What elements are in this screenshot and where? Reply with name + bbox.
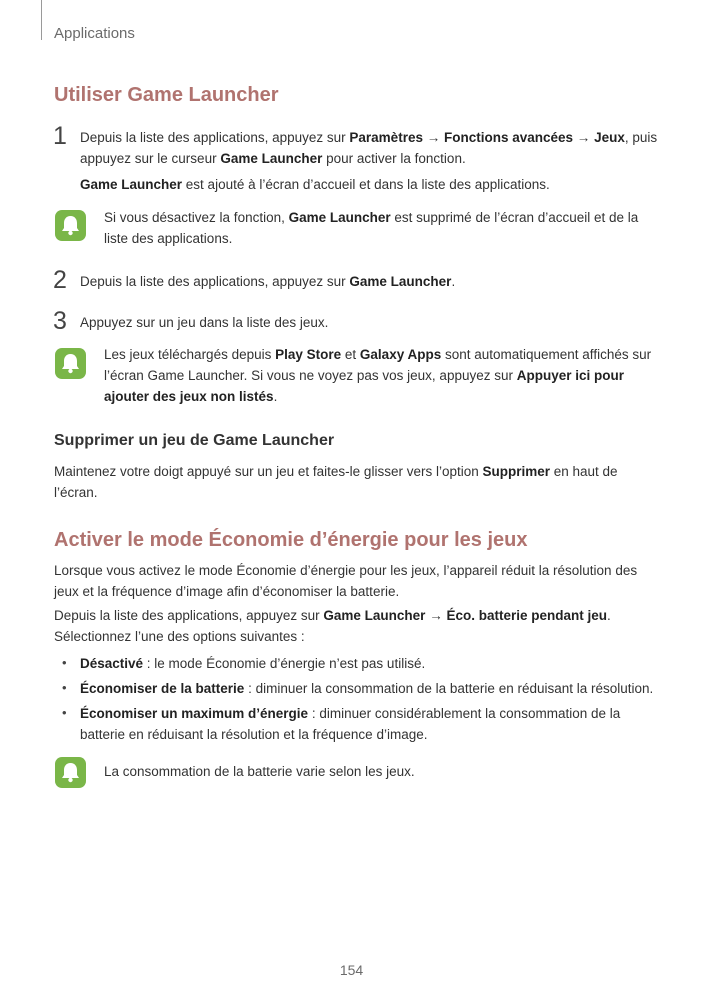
list-item: Désactivé : le mode Économie d’énergie n’est pas utilisé. [80, 656, 426, 671]
header-divider [41, 0, 42, 40]
step-2-text: Depuis la liste des applications, appuyez sur Game Launcher. [80, 274, 456, 289]
subsection-text: Maintenez votre doigt appuyé sur un jeu et faites-le glisser vers l’option Supprimer en haut de l’écran. [54, 464, 618, 500]
page-number: 154 [339, 962, 364, 978]
header-label: Applications [54, 25, 135, 42]
step-number-1: 1 [53, 122, 67, 150]
step-1-extra: Game Launcher est ajouté à l’écran d’accueil et dans la liste des applications. [80, 177, 550, 192]
note-bell-icon [55, 348, 86, 379]
section-2-intro: Lorsque vous activez le mode Économie d’énergie pour les jeux, l’appareil réduit la résolution des jeux et la fréquence d’image afin d’économiser la batterie. [54, 563, 638, 599]
note-1-text: Si vous désactivez la fonction, Game Launcher est supprimé de l’écran d’accueil et de la liste des applications. [104, 210, 639, 246]
note-bell-icon [55, 210, 86, 241]
section-2-path: Depuis la liste des applications, appuyez sur Game Launcher → Éco. batterie pendant jeu. Sélectionnez l’une des options suivantes : [54, 608, 611, 644]
list-item: Économiser de la batterie : diminuer la consommation de la batterie en réduisant la résolution. [80, 681, 654, 696]
step-3-text: Appuyez sur un jeu dans la liste des jeux. [80, 315, 329, 330]
step-number-3: 3 [53, 307, 67, 335]
bullet-dot: • [62, 705, 67, 720]
section-title-power-saving: Activer le mode Économie d’énergie pour les jeux [54, 529, 528, 551]
subsection-title-remove-game: Supprimer un jeu de Game Launcher [54, 432, 335, 449]
note-3-text: La consommation de la batterie varie selon les jeux. [104, 764, 415, 779]
section-title-game-launcher: Utiliser Game Launcher [54, 84, 279, 106]
note-bell-icon [55, 757, 86, 788]
bullet-dot: • [62, 655, 67, 670]
list-item: Économiser un maximum d’énergie : diminuer considérablement la consommation de la batterie en réduisant la résolution et la fréquence d’image. [80, 706, 621, 742]
step-number-2: 2 [53, 266, 67, 294]
note-2-text: Les jeux téléchargés depuis Play Store et Galaxy Apps sont automatiquement affichés sur l’écran Game Launcher. Si vous ne voyez pas vos jeux, appuyez sur Appuyer ici pour ajouter des jeux non listés. [104, 347, 652, 404]
step-1-text: Depuis la liste des applications, appuyez sur Paramètres → Fonctions avancées → Jeux, puis appuyez sur le curseur Game Launcher pour activer la fonction. [80, 130, 658, 166]
bullet-dot: • [62, 680, 67, 695]
